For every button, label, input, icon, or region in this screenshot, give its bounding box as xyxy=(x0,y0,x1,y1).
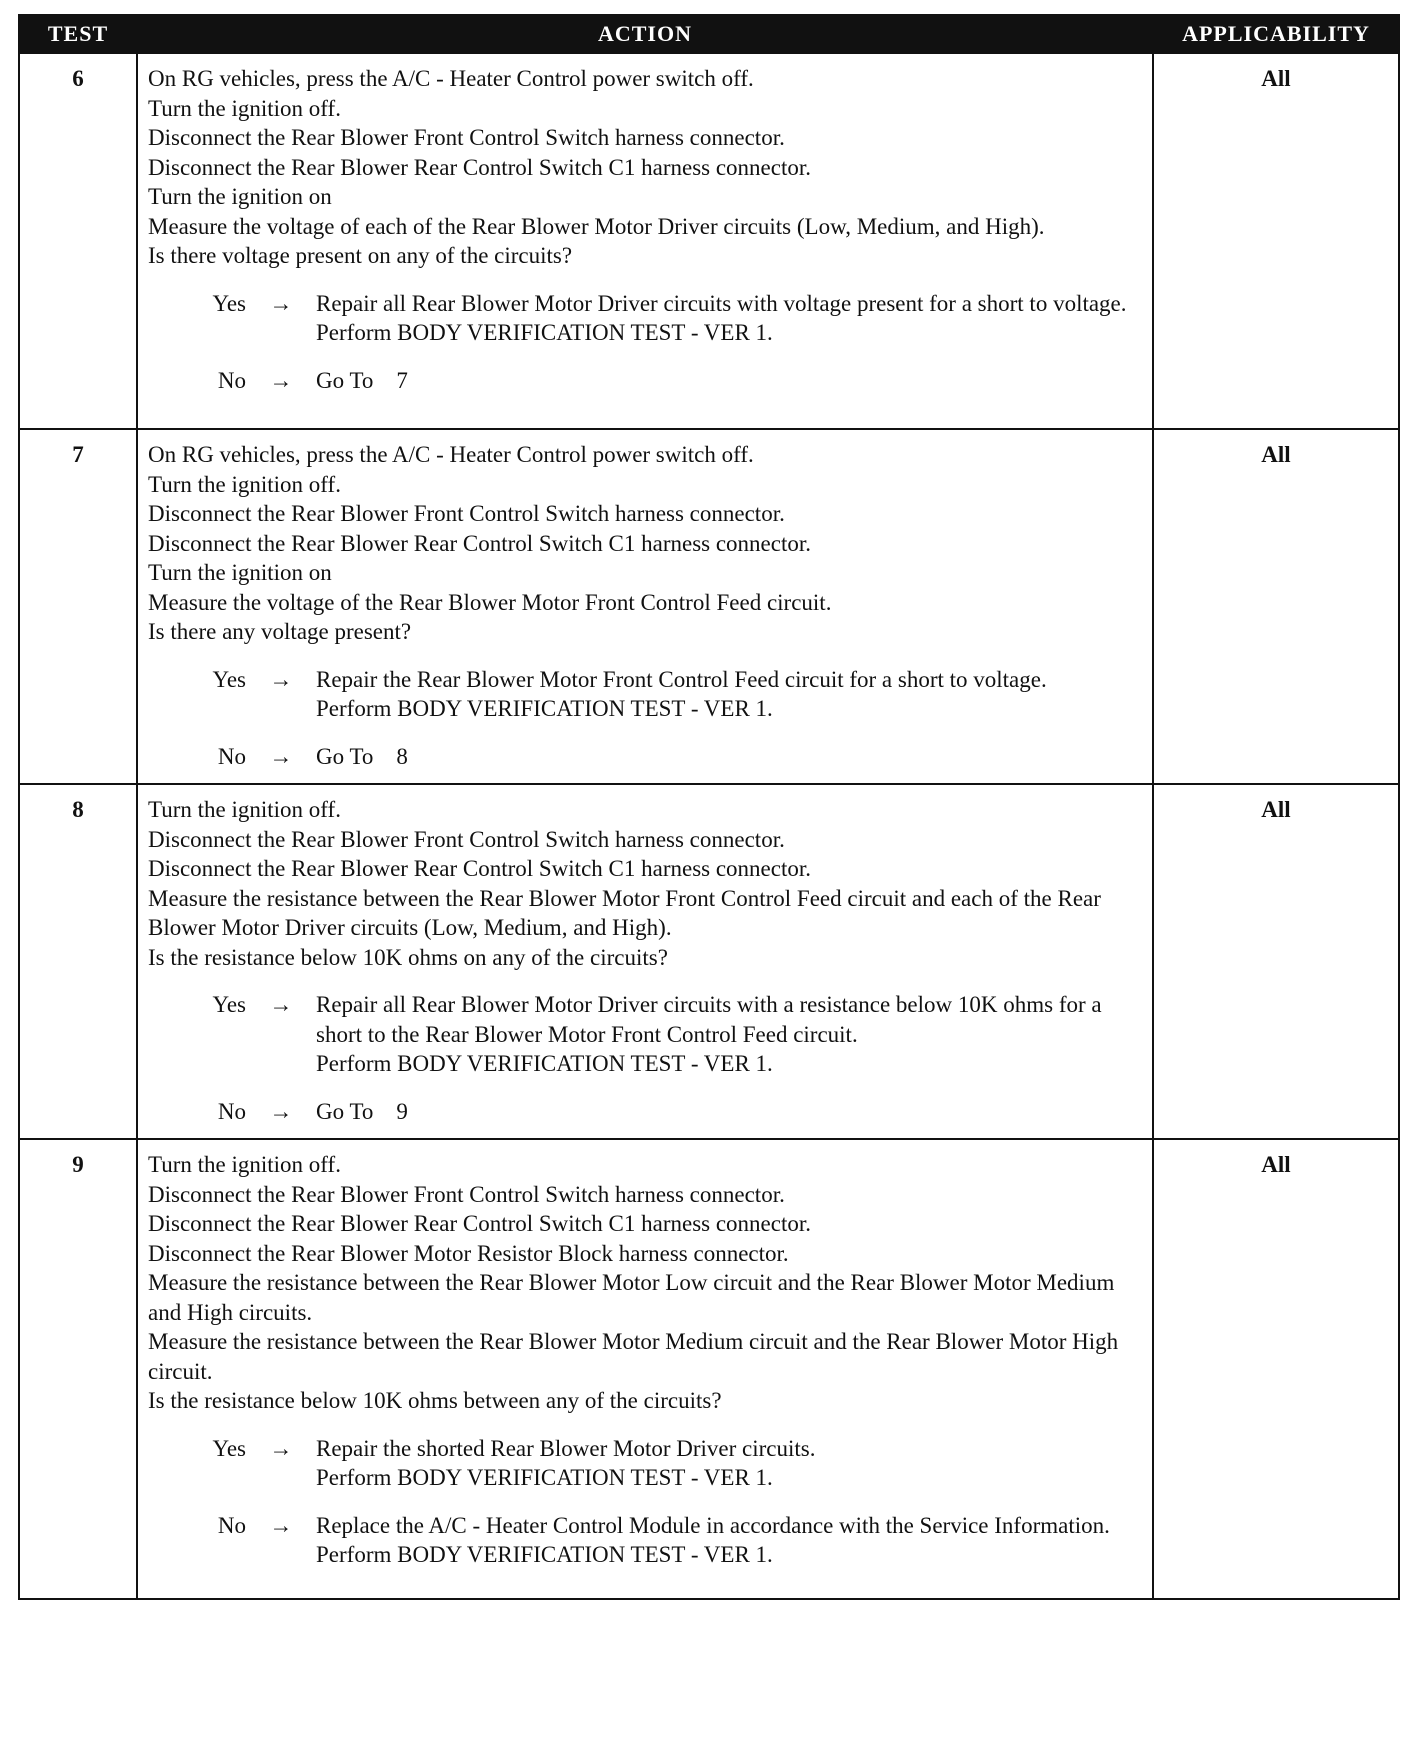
result-branch xyxy=(148,1097,1144,1127)
result-branch xyxy=(148,990,1144,1079)
arrow-right-icon: → xyxy=(269,992,293,1017)
result-line: Repair the Rear Blower Motor Front Control Feed circuit for a short to voltage. xyxy=(316,666,1047,692)
result-line: Perform BODY VERIFICATION TEST - VER 1. xyxy=(316,320,773,345)
result-body xyxy=(316,366,1144,396)
result-line: Go To 7 xyxy=(316,367,408,393)
action-step: On RG vehicles, press the A/C - Heater Control power switch off. xyxy=(148,442,754,467)
diagnostic-test-table xyxy=(18,14,1400,1600)
action-step: Disconnect the Rear Blower Front Control Switch harness connector. xyxy=(148,1181,785,1207)
result-body xyxy=(316,1511,1144,1570)
action-step: Measure the voltage of each of the Rear Blower Motor Driver circuits (Low, Medium, and High). xyxy=(148,213,1045,239)
result-label: Yes xyxy=(212,1435,246,1461)
arrow-right-icon: → xyxy=(269,1435,293,1461)
action-cell xyxy=(137,1139,1153,1599)
action-step: Turn the ignition off. xyxy=(148,471,341,497)
test-number: 9 xyxy=(19,1139,137,1599)
result-body xyxy=(316,289,1144,348)
result-body xyxy=(316,990,1144,1079)
result-branch xyxy=(148,1434,1144,1493)
result-line: Perform BODY VERIFICATION TEST - VER 1. xyxy=(316,1051,773,1076)
result-line: Repair all Rear Blower Motor Driver circuits with a resistance below 10K ohms for a short to the Rear Blower Motor Front Control Feed circuit. xyxy=(316,992,1108,1047)
result-line: Perform BODY VERIFICATION TEST - VER 1. xyxy=(316,696,773,721)
result-label: No xyxy=(217,1098,246,1124)
result-line: Repair the shorted Rear Blower Motor Driver circuits. xyxy=(316,1435,816,1461)
result-body xyxy=(316,665,1144,724)
action-step: Is there voltage present on any of the circuits? xyxy=(148,243,573,268)
result-label: Yes xyxy=(212,290,246,316)
result-branch xyxy=(148,742,1144,772)
action-step: Turn the ignition off. xyxy=(148,95,341,121)
action-step: Disconnect the Rear Blower Rear Control Switch C1 harness connector. xyxy=(148,530,812,556)
action-step: Is there any voltage present? xyxy=(148,619,412,644)
action-step: Disconnect the Rear Blower Rear Control Switch C1 harness connector. xyxy=(148,1211,812,1236)
action-step: Turn the ignition on xyxy=(148,184,332,209)
result-line: Replace the A/C - Heater Control Module in accordance with the Service Information. xyxy=(316,1512,1110,1538)
arrow-right-icon: → xyxy=(269,1512,293,1538)
action-step: Disconnect the Rear Blower Front Control Switch harness connector. xyxy=(148,501,785,526)
action-step: Is the resistance below 10K ohms between any of the circuits? xyxy=(148,1388,722,1413)
header-test: TEST xyxy=(19,15,137,53)
result-branch xyxy=(148,289,1144,348)
table-row xyxy=(19,53,1399,429)
action-step: Disconnect the Rear Blower Motor Resistor Block harness connector. xyxy=(148,1240,789,1266)
result-body xyxy=(316,1434,1144,1493)
result-branch xyxy=(148,366,1144,396)
result-line: Repair all Rear Blower Motor Driver circuits with voltage present for a short to voltage. xyxy=(316,290,1127,316)
result-line: Perform BODY VERIFICATION TEST - VER 1. xyxy=(316,1465,773,1490)
table-header-row xyxy=(19,15,1399,53)
table-row xyxy=(19,784,1399,1139)
header-applicability: APPLICABILITY xyxy=(1153,15,1399,53)
action-step: Measure the resistance between the Rear Blower Motor Low circuit and the Rear Blower Motor Medium and High circuits. xyxy=(148,1270,1115,1325)
action-step: Is the resistance below 10K ohms on any of the circuits? xyxy=(148,944,668,970)
action-cell xyxy=(137,53,1153,429)
action-step: On RG vehicles, press the A/C - Heater Control power switch off. xyxy=(148,66,754,91)
diagnostic-table-page xyxy=(18,14,1398,1600)
test-number: 6 xyxy=(19,53,137,429)
action-cell xyxy=(137,429,1153,784)
action-step: Turn the ignition off. xyxy=(148,1152,341,1177)
result-label: No xyxy=(217,1512,246,1538)
applicability-value: All xyxy=(1153,1139,1399,1599)
result-line: Go To 8 xyxy=(316,743,408,769)
action-step: Disconnect the Rear Blower Front Control Switch harness connector. xyxy=(148,826,785,852)
result-line: Go To 9 xyxy=(316,1098,408,1124)
result-branch xyxy=(148,1511,1144,1570)
result-branch xyxy=(148,665,1144,724)
result-label: No xyxy=(217,367,246,393)
action-step: Disconnect the Rear Blower Rear Control Switch C1 harness connector. xyxy=(148,856,812,881)
result-line: Perform BODY VERIFICATION TEST - VER 1. xyxy=(316,1542,773,1567)
action-step: Measure the resistance between the Rear Blower Motor Medium circuit and the Rear Blower Motor High circuit. xyxy=(148,1329,1119,1384)
applicability-value: All xyxy=(1153,53,1399,429)
applicability-value: All xyxy=(1153,784,1399,1139)
table-row xyxy=(19,429,1399,784)
test-number: 8 xyxy=(19,784,137,1139)
arrow-right-icon: → xyxy=(269,666,293,692)
action-step: Measure the resistance between the Rear Blower Motor Front Control Feed circuit and each of the Rear Blower Motor Driver circuits (Low, Medium, and High). xyxy=(148,885,1101,940)
result-body xyxy=(316,1097,1144,1127)
action-step: Measure the voltage of the Rear Blower Motor Front Control Feed circuit. xyxy=(148,589,832,615)
action-cell xyxy=(137,784,1153,1139)
result-label: Yes xyxy=(212,666,246,692)
arrow-right-icon: → xyxy=(269,743,293,769)
arrow-right-icon: → xyxy=(269,290,293,316)
action-step: Disconnect the Rear Blower Front Control Switch harness connector. xyxy=(148,125,785,150)
result-label: No xyxy=(217,743,246,769)
result-body xyxy=(316,742,1144,772)
applicability-value: All xyxy=(1153,429,1399,784)
action-step: Turn the ignition off. xyxy=(148,797,341,822)
action-step: Disconnect the Rear Blower Rear Control Switch C1 harness connector. xyxy=(148,154,812,180)
test-number: 7 xyxy=(19,429,137,784)
arrow-right-icon: → xyxy=(269,367,293,393)
result-label: Yes xyxy=(212,992,246,1017)
action-step: Turn the ignition on xyxy=(148,560,332,585)
header-action: ACTION xyxy=(137,15,1153,53)
arrow-right-icon: → xyxy=(269,1098,293,1124)
table-row xyxy=(19,1139,1399,1599)
